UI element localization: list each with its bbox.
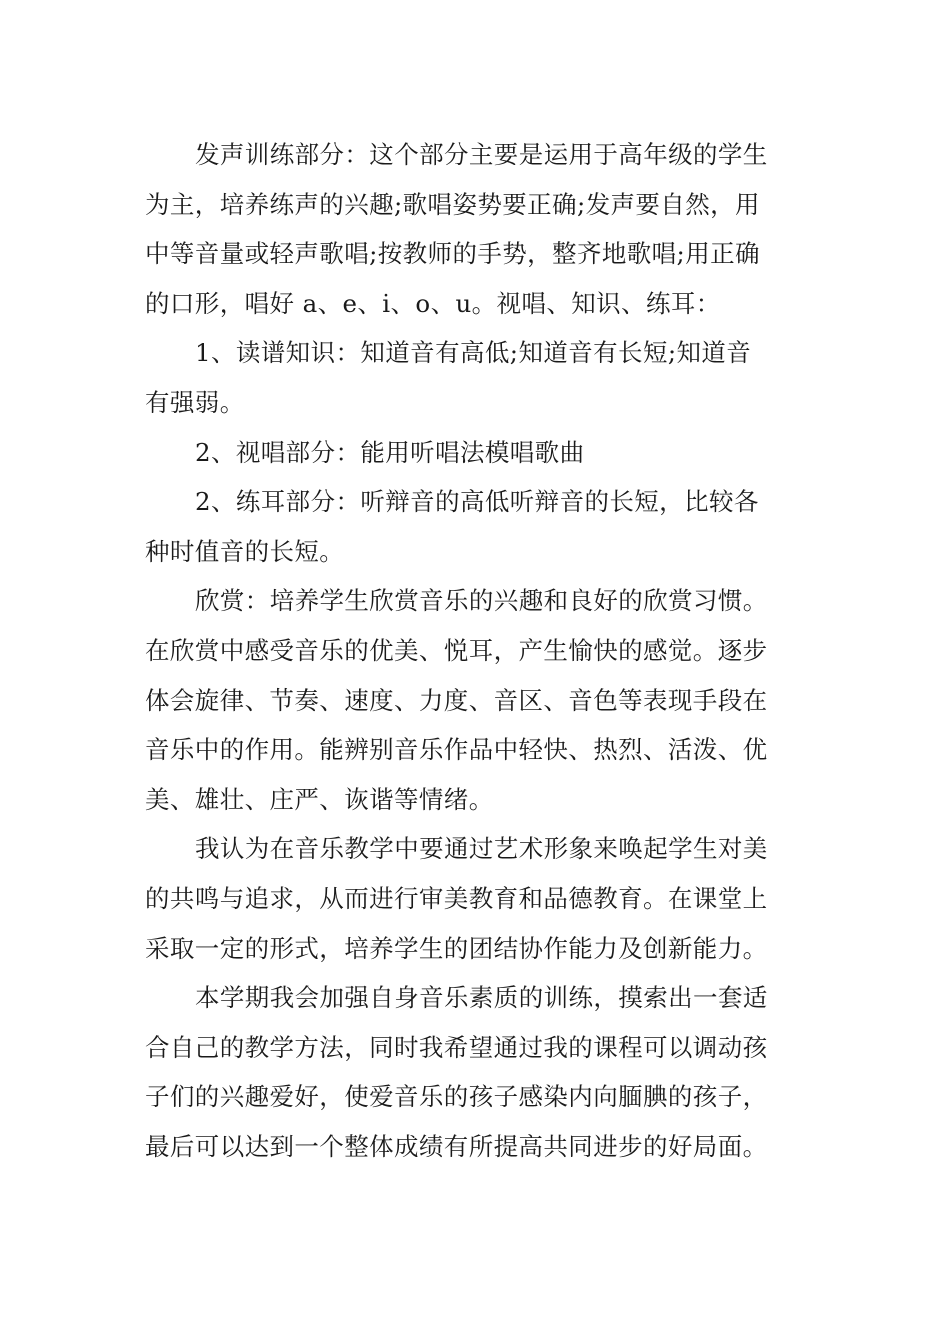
paragraph-ear-training bbox=[145, 477, 785, 576]
text-line: 为主，培养练声的兴趣;歌唱姿势要正确;发声要自然，用 bbox=[145, 189, 760, 219]
text-line: 最后可以达到一个整体成绩有所提高共同进步的好局面。 bbox=[145, 1131, 768, 1161]
text-line: 本学期我会加强自身音乐素质的训练，摸索出一套适 bbox=[195, 983, 768, 1013]
text-line: 体会旋律、节奏、速度、力度、音区、音色等表现手段在 bbox=[145, 685, 768, 715]
text-line: 2、视唱部分：能用听唱法模唱歌曲 bbox=[195, 437, 585, 467]
paragraph-vocal-training bbox=[145, 130, 785, 328]
text-line: 音乐中的作用。能辨别音乐作品中轻快、热烈、活泼、优 bbox=[145, 735, 768, 765]
text-line: 种时值音的长短。 bbox=[145, 536, 345, 566]
text-line: 中等音量或轻声歌唱;按教师的手势，整齐地歌唱;用正确 bbox=[145, 239, 760, 269]
text-line: 的共鸣与追求，从而进行审美教育和品德教育。在课堂上 bbox=[145, 883, 768, 913]
text-line: 采取一定的形式，培养学生的团结协作能力及创新能力。 bbox=[145, 933, 768, 963]
text-line: 在欣赏中感受音乐的优美、悦耳，产生愉快的感觉。逐步 bbox=[145, 635, 768, 665]
paragraph-score-reading bbox=[145, 328, 785, 427]
paragraph-semester-plan bbox=[145, 973, 785, 1171]
text-line: 2、练耳部分：听辩音的高低听辩音的长短，比较各 bbox=[195, 487, 759, 517]
text-line: 美、雄壮、庄严、诙谐等情绪。 bbox=[145, 784, 494, 814]
text-line: 的口形，唱好 a、e、i、o、u。视唱、知识、练耳： bbox=[145, 288, 721, 318]
document-body bbox=[145, 130, 785, 1171]
paragraph-sight-singing bbox=[145, 428, 785, 478]
text-line: 1、读谱知识：知道音有高低;知道音有长短;知道音 bbox=[195, 338, 752, 368]
paragraph-appreciation bbox=[145, 576, 785, 824]
paragraph-aesthetic-education bbox=[145, 824, 785, 973]
text-line: 有强弱。 bbox=[145, 387, 245, 417]
text-line: 合自己的教学方法，同时我希望通过我的课程可以调动孩 bbox=[145, 1032, 768, 1062]
text-line: 子们的兴趣爱好，使爱音乐的孩子感染内向腼腆的孩子， bbox=[145, 1082, 768, 1112]
text-line: 欣赏：培养学生欣赏音乐的兴趣和良好的欣赏习惯。 bbox=[195, 586, 768, 616]
text-line: 发声训练部分：这个部分主要是运用于高年级的学生 bbox=[195, 140, 768, 169]
text-line: 我认为在音乐教学中要通过艺术形象来唤起学生对美 bbox=[195, 834, 768, 864]
